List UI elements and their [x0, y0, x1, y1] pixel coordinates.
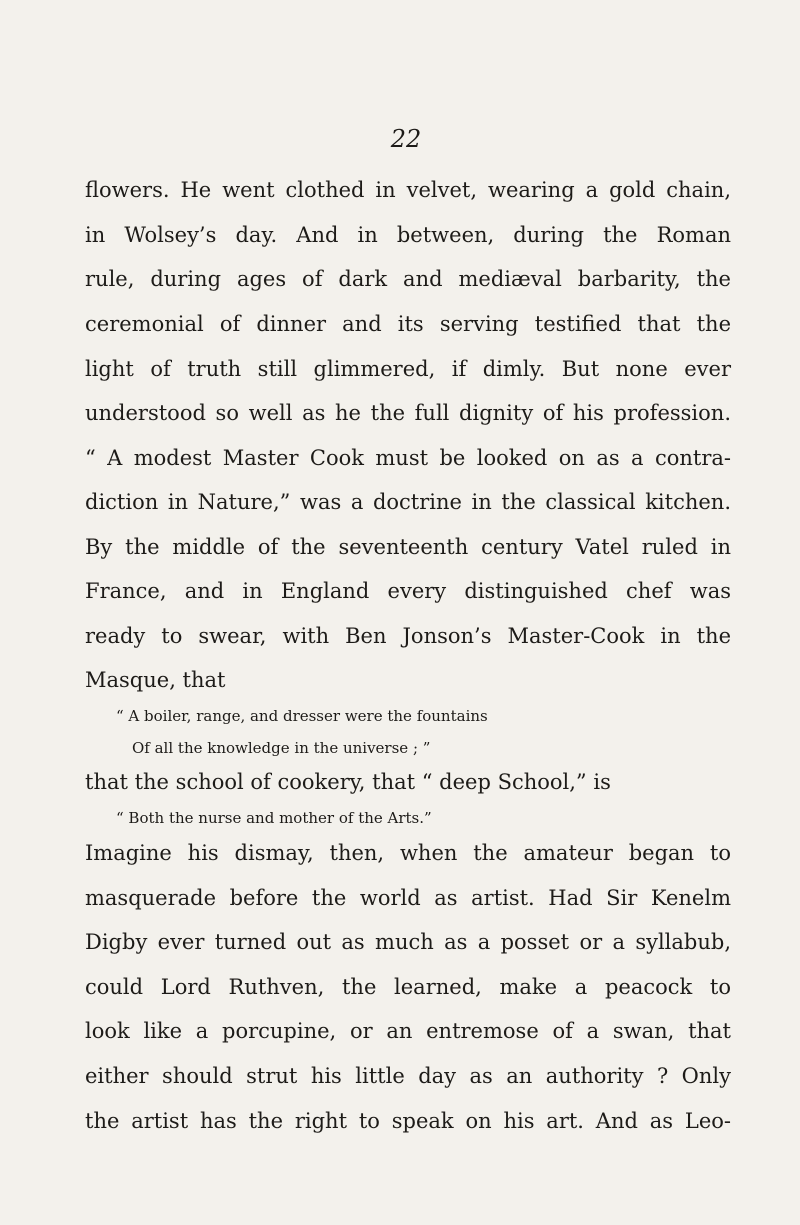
quoted-verse-line: Of all the knowledge in the universe ; ” [132, 739, 431, 757]
page-number: 22 [390, 125, 422, 153]
text-line: Imagine his dismay, then, when the amateur began to [85, 841, 731, 865]
text-line: Digby ever turned out as much as a posset or a syllabub, [85, 930, 731, 954]
text-line: flowers. He went clothed in velvet, wearing a gold chain, [85, 178, 731, 202]
text-line: rule, during ages of dark and mediæval barbarity, the [85, 267, 731, 291]
text-line: France, and in England every distinguished chef was [85, 579, 731, 603]
text-line: either should strut his little day as an authority ? Only [85, 1064, 731, 1088]
text-line: look like a porcupine, or an entremose of a swan, that [85, 1019, 731, 1043]
text-line: ceremonial of dinner and its serving testified that the [85, 312, 731, 336]
text-line: that the school of cookery, that “ deep School,” is [85, 770, 611, 794]
text-line: understood so well as he the full dignity of his profession. [85, 401, 731, 425]
text-line: the artist has the right to speak on his art. And as Leo- [85, 1109, 731, 1133]
text-line: masquerade before the world as artist. Had Sir Kenelm [85, 886, 731, 910]
text-line: Masque, that [85, 668, 226, 692]
quoted-verse-line: “ A boiler, range, and dresser were the fountains [116, 707, 488, 725]
text-line: ready to swear, with Ben Jonson’s Master-Cook in the [85, 624, 731, 648]
text-line: diction in Nature,” was a doctrine in the classical kitchen. [85, 490, 731, 514]
quoted-verse-line: “ Both the nurse and mother of the Arts.” [116, 809, 432, 827]
text-line: “ A modest Master Cook must be looked on as a contra- [85, 446, 731, 470]
text-line: in Wolsey’s day. And in between, during the Roman [85, 223, 731, 247]
text-line: could Lord Ruthven, the learned, make a peacock to [85, 975, 731, 999]
text-line: By the middle of the seventeenth century Vatel ruled in [85, 535, 731, 559]
text-line: light of truth still glimmered, if dimly. But none ever [85, 357, 731, 381]
